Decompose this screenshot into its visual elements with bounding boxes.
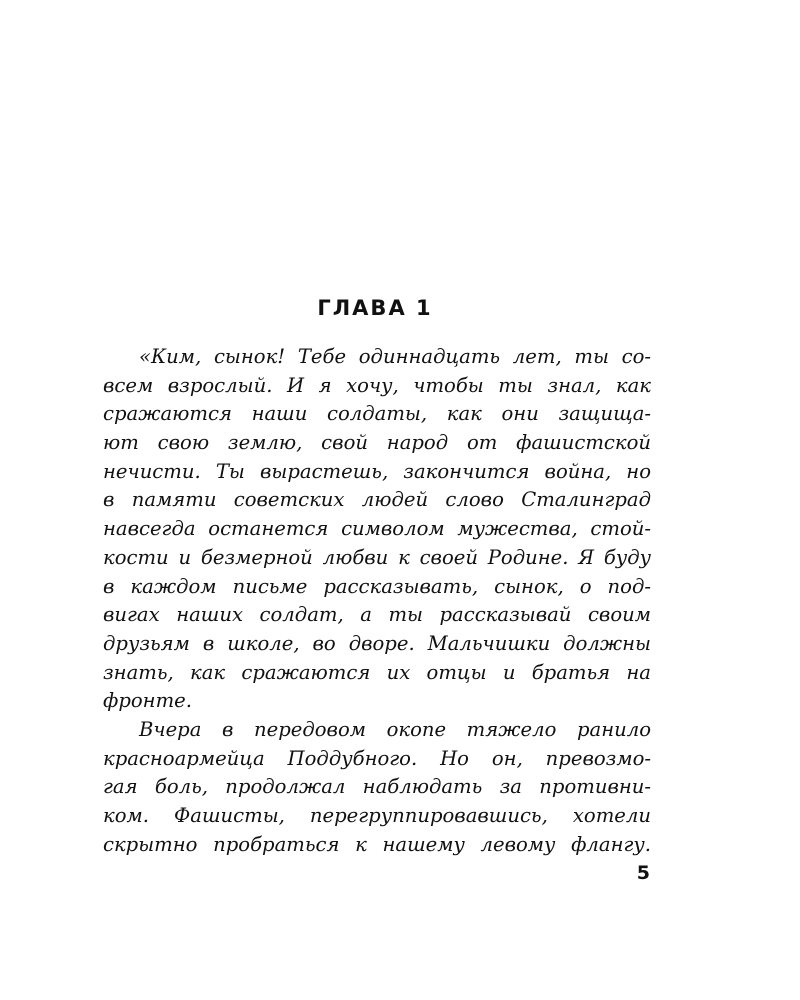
chapter-body <box>103 343 651 859</box>
text-line: нечисти. Ты вырастешь, закончится война, но <box>103 459 651 483</box>
text-line: «Ким, сынок! Тебе одиннадцать лет, ты со- <box>139 345 651 368</box>
text-line: кости и безмерной любви к своей Родине. Я буду <box>103 545 651 569</box>
paragraph-1 <box>103 343 651 716</box>
text-line: красноармейца Поддубного. Но он, превозмо- <box>103 746 651 770</box>
text-line: Вчера в передовом окопе тяжело ранило <box>139 717 651 741</box>
text-line: знать, как сражаются их отцы и братья на <box>103 660 651 684</box>
text-line: в памяти советских людей слово Сталинград <box>103 488 651 512</box>
text-line: навсегда останется символом мужества, стой- <box>103 517 651 541</box>
chapter-title: ГЛАВА 1 <box>317 296 433 320</box>
text-line: скрытно пробраться к нашему левому флангу. <box>103 832 651 856</box>
text-line: гая боль, продолжал наблюдать за противни- <box>103 775 651 799</box>
text-line: ют свою землю, свой народ от фашистской <box>103 431 651 455</box>
text-line: фронте. <box>103 689 192 713</box>
text-line: ком. Фашисты, перегруппировавшись, хотели <box>103 804 651 827</box>
text-line: сражаются наши солдаты, как они защища- <box>103 402 651 426</box>
page-number: 5 <box>636 862 650 884</box>
paragraph-2 <box>103 716 651 859</box>
text-line: вигах наших солдат, а ты рассказывай своим <box>103 603 651 627</box>
text-line: всем взрослый. И я хочу, чтобы ты знал, как <box>103 373 651 397</box>
text-line: друзьям в школе, во дворе. Мальчишки должны <box>103 631 651 655</box>
text-line: в каждом письме рассказывать, сынок, о под- <box>103 574 651 598</box>
